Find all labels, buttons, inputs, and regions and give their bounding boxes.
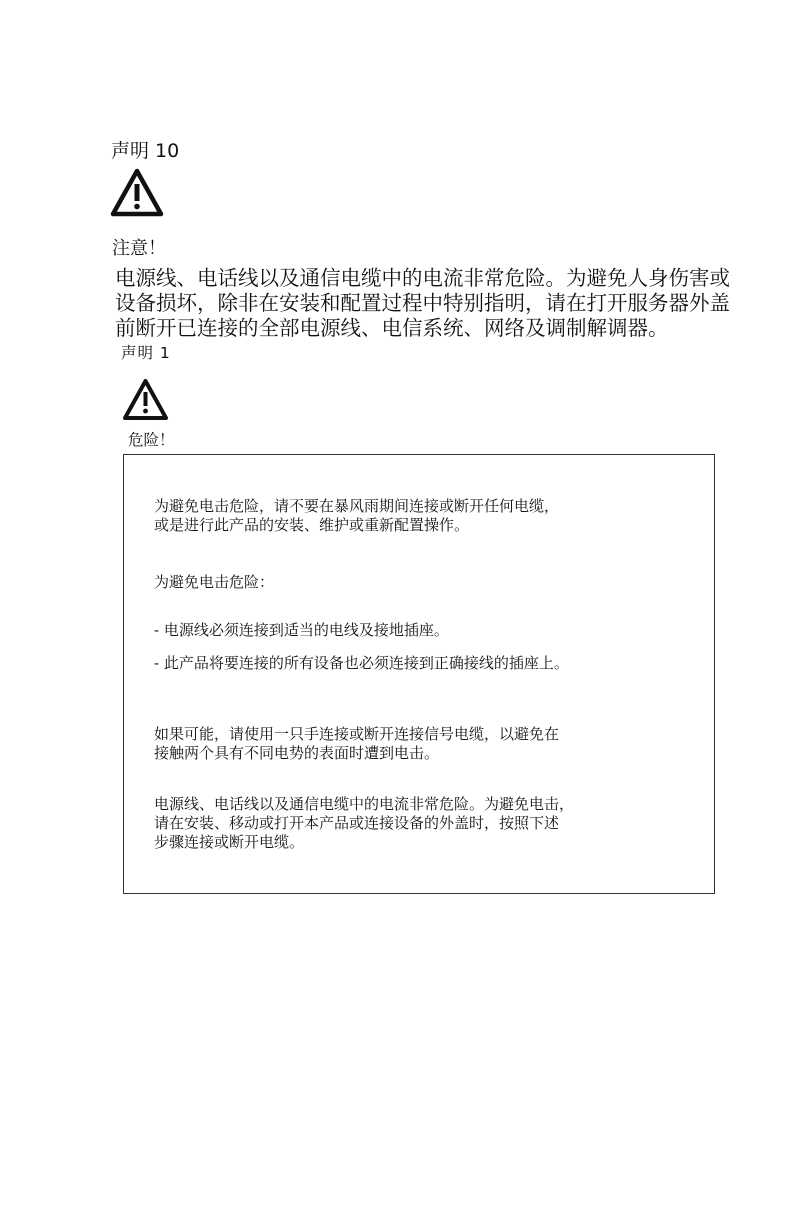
notice-paragraph <box>154 725 559 763</box>
notice-line: 步骤连接或断开电缆。 <box>154 833 305 851</box>
warning-triangle-icon <box>122 378 169 421</box>
warning-triangle-icon <box>110 168 164 218</box>
statement-1-title: 声明 1 <box>121 344 171 362</box>
caution-label: 注意！ <box>112 238 166 259</box>
danger-label: 危险！ <box>128 431 175 449</box>
notice-bullet <box>154 654 569 673</box>
notice-line: - 电源线必须连接到适当的电线及接地插座。 <box>154 621 449 639</box>
notice-line: 为避免电击危险，请不要在暴风雨期间连接或断开任何电缆， <box>154 497 560 515</box>
notice-line: 接触两个具有不同电势的表面时遭到电击。 <box>154 744 440 762</box>
statement-10-line: 前断开已连接的全部电源线、电信系统、网络及调制解调器。 <box>115 316 669 340</box>
notice-bullet <box>154 621 449 640</box>
statement-10-line: 电源线、电话线以及通信电缆中的电流非常危险。为避免人身伤害或 <box>115 266 730 290</box>
notice-line: 或是进行此产品的安装、维护或重新配置操作。 <box>154 516 470 534</box>
statement-10-line: 设备损坏，除非在安装和配置过程中特别指明，请在打开服务器外盖 <box>115 291 730 315</box>
notice-line: - 此产品将要连接的所有设备也必须连接到正确接线的插座上。 <box>154 654 569 672</box>
notice-line: 为避免电击危险： <box>154 573 275 591</box>
notice-line: 电源线、电话线以及通信电缆中的电流非常危险。为避免电击， <box>154 795 575 813</box>
notice-paragraph <box>154 795 574 852</box>
danger-notice-box <box>123 454 715 894</box>
notice-paragraph <box>154 573 274 592</box>
notice-line: 如果可能，请使用一只手连接或断开连接信号电缆，以避免在 <box>154 725 560 743</box>
notice-line: 请在安装、移动或打开本产品或连接设备的外盖时，按照下述 <box>154 814 560 832</box>
statement-10-text <box>115 266 745 341</box>
statement-10-title: 声明 10 <box>111 140 180 162</box>
notice-paragraph <box>154 497 559 535</box>
